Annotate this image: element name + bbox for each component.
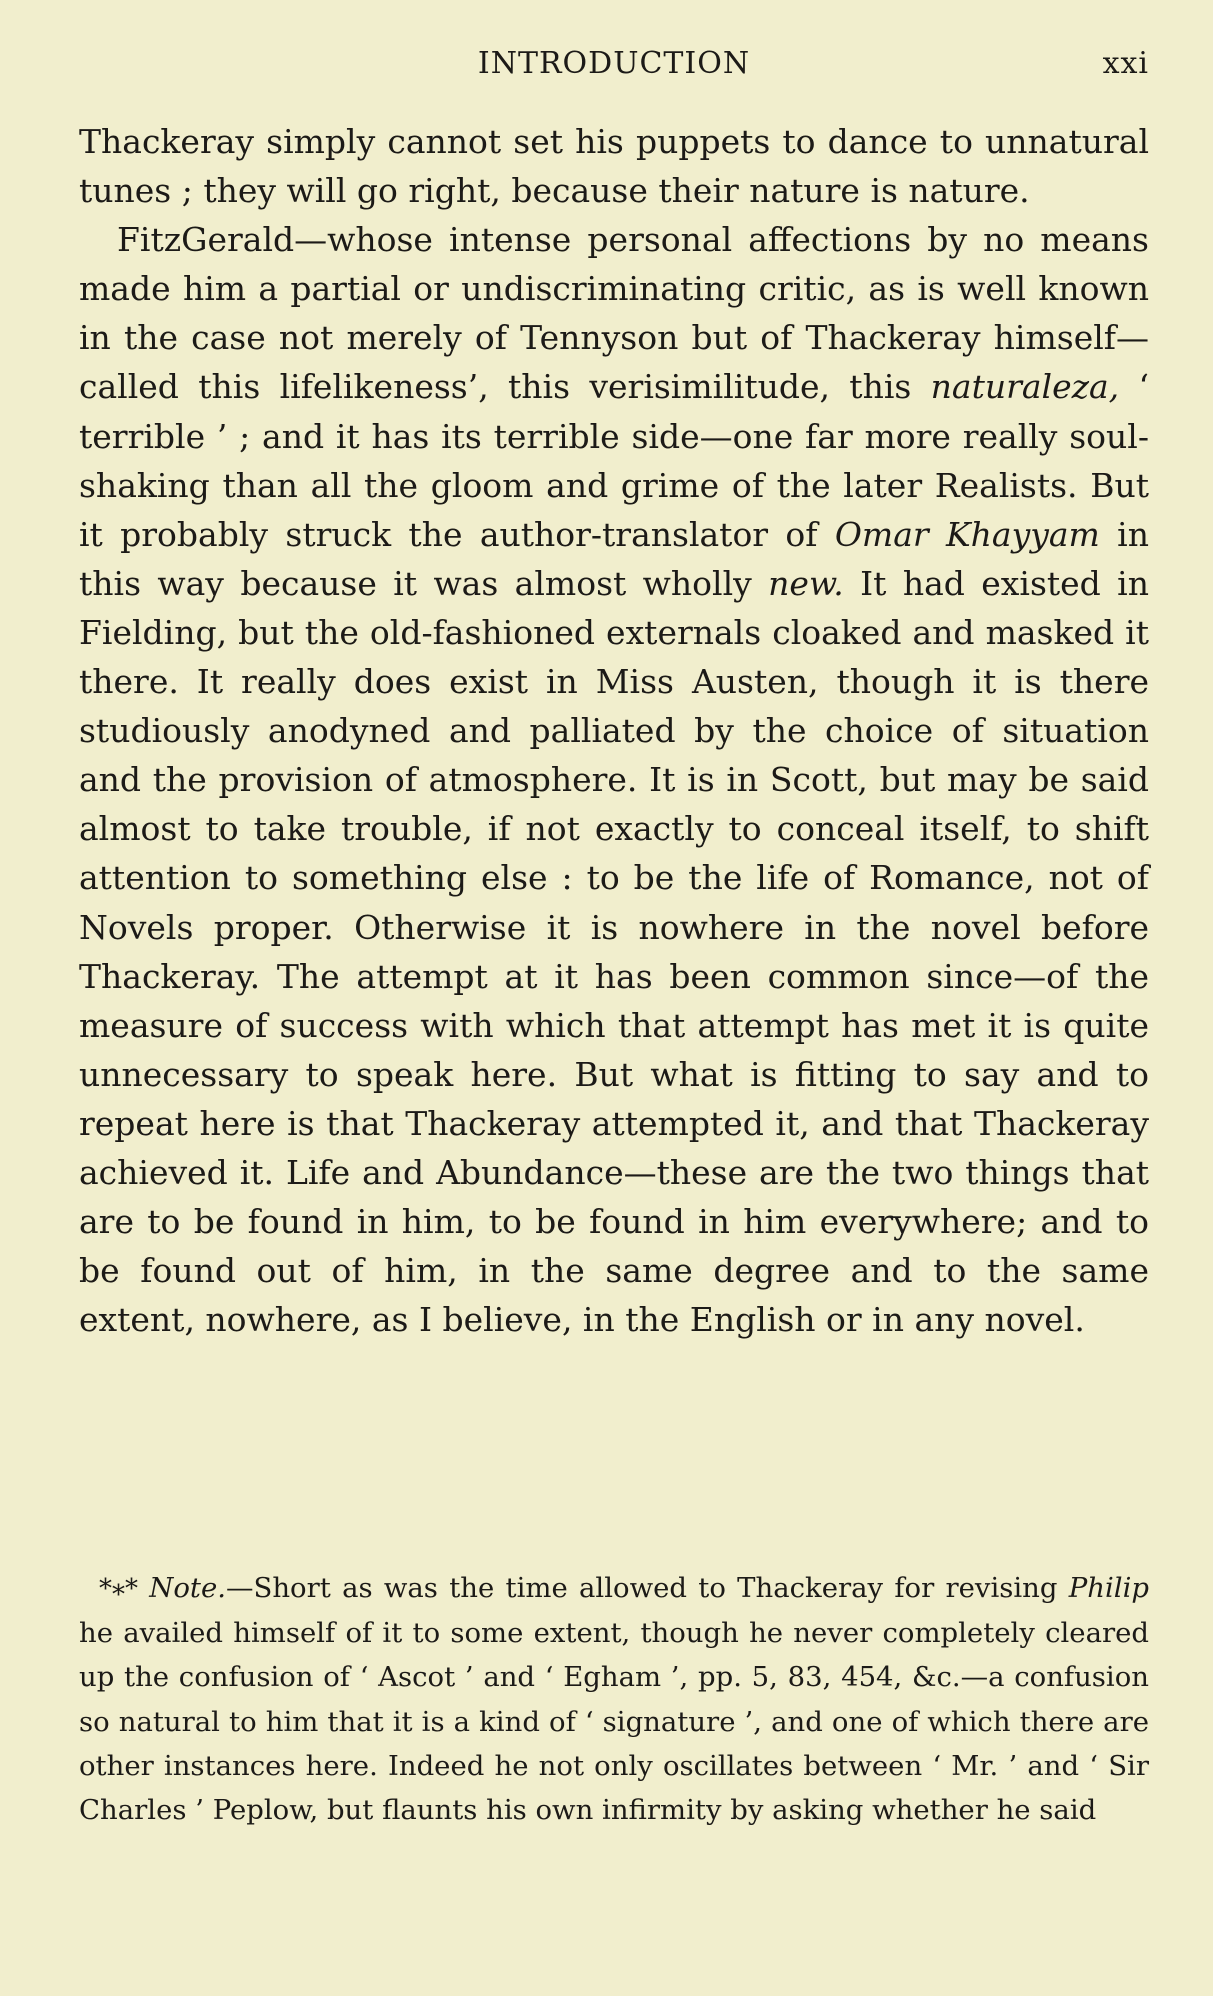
note-text-a: —Short as was the time allowed to Thackeray for revising: [225, 1572, 1069, 1604]
p2-text-g: It had existed in Fielding, but the old-fashioned externals cloaked and masked it there. It really does exist in Miss Austen, though it is there studiously anodyned and palliated by the choice of situation and the provision of atmosphere. It is in Scott, but may be said almost to take trouble, if not exactly to conceal itself, to shift attention to something else : to be the life of Romance, not of Novels proper. Otherwise it is nowhere in the novel before Thackeray. The attempt at it has been common since—of the measure of success with which that attempt has met it is quite unnecessary to speak here. But what is fitting to say and to repeat here is that Thackeray attempted it, and that Thackeray achieved it. Life and Abundance—these are the two things that are to be found in him, to be found in him everywhere; and to be found out of him, in the same degree and to the same extent, nowhere, as I believe, in the English or in any novel.: [79, 563, 1149, 1340]
asterism: [99, 1574, 138, 1610]
main-text: [79, 117, 1149, 1344]
p2-text-a: FitzGerald—whose intense personal affections by no means made him a partial or undiscriminating critic, as is well known in the case not merely of Tennyson but of Thackeray himself—called this lifelikeness’, this verisimilitude, this: [79, 220, 1149, 407]
asterism-star-2: *: [112, 1580, 125, 1610]
p2-text-c: ‘ terrible ’ ; and it has its terrible side—one far more really soul-shaking than all the gloom and grime of the later Realists. But it probably struck the author-translator of: [79, 367, 1149, 554]
paragraph-2: [79, 215, 1149, 1344]
italic-new: new.: [768, 563, 844, 603]
running-head: INTRODUCTION: [477, 46, 751, 81]
italic-naturaleza: naturaleza,: [930, 367, 1120, 407]
note-text-c: he availed himself of it to some extent, though he never completely cleared up the confusion of ‘ Ascot ’ and ‘ Egham ’, pp. 5, 83, 454, &c.—a confusion so natural to him that it is a kind of ‘ signature ’, and one of which there are other instances here. Indeed he not only oscillates between ‘ Mr. ’ and ‘ Sir Charles ’ Peplow, but flaunts his own infirmity by asking whether he said: [79, 1617, 1149, 1827]
asterism-star-1: *: [99, 1574, 112, 1604]
footnote: [79, 1566, 1149, 1832]
paragraph-1: Thackeray simply cannot set his puppets to dance to unnatural tunes ; they will go right, because their nature is nature.: [79, 122, 1149, 211]
page-number: xxi: [1102, 46, 1149, 81]
p2-text-e: in this way because it was almost wholly: [79, 514, 1149, 603]
page-header: [79, 46, 1149, 86]
italic-philip: Philip: [1068, 1572, 1149, 1604]
italic-omar-khayyam: Omar Khayyam: [834, 514, 1100, 554]
asterism-star-3: *: [125, 1574, 138, 1604]
note-label: Note.: [149, 1572, 226, 1604]
